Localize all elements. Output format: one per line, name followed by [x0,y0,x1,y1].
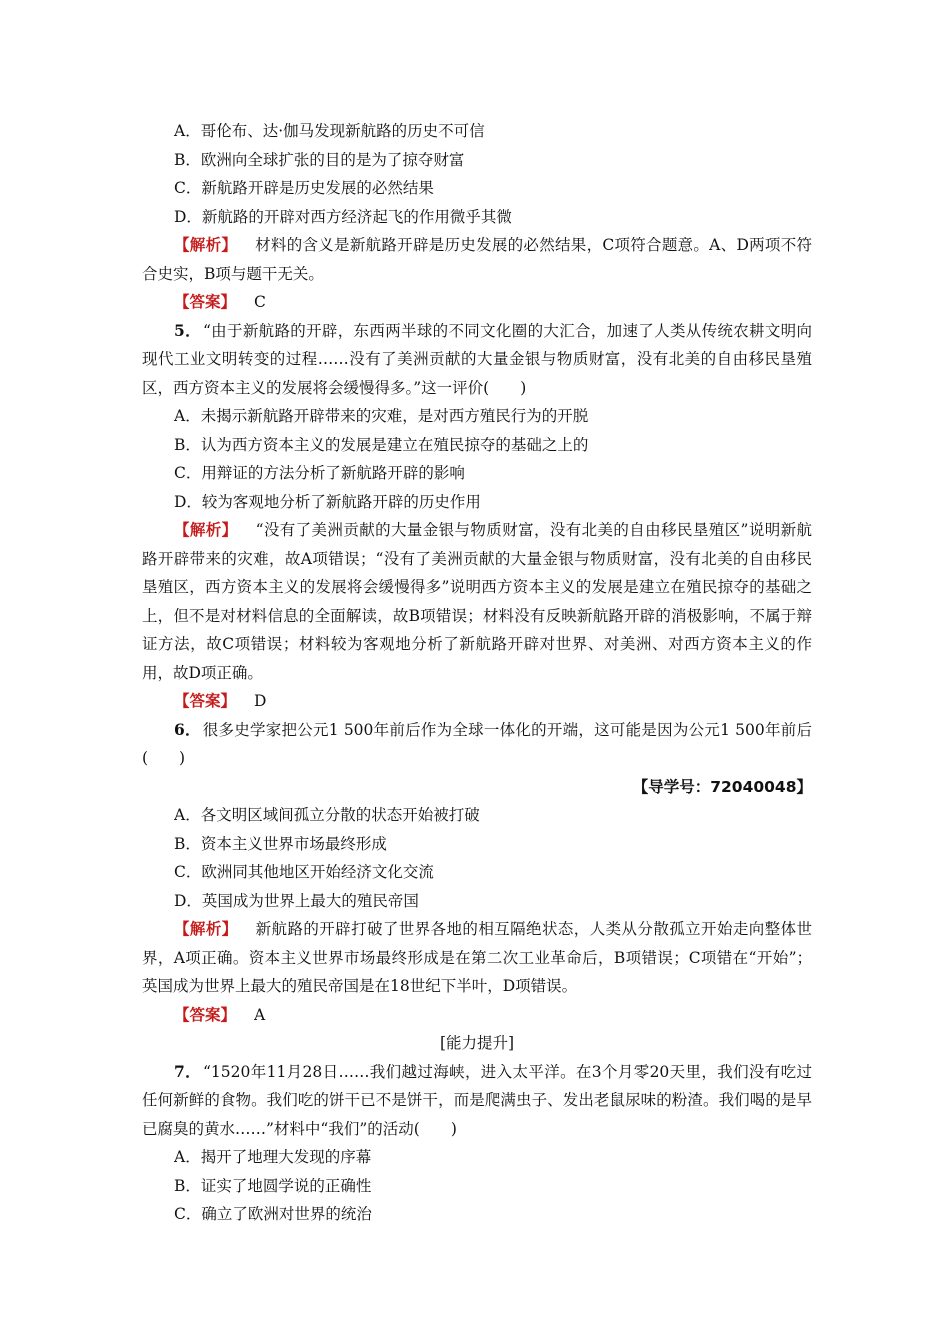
q5-option-c: C．用辩证的方法分析了新航路开辟的影响 [174,464,465,482]
q7-option-a: A．揭开了地理大发现的序幕 [174,1148,372,1166]
q6-analysis [142,915,812,1001]
q5-analysis [142,516,812,687]
document-page [142,117,812,1229]
answer-tag: 【答案】 [174,293,237,311]
q6-option-a: A．各文明区域间孤立分散的状态开始被打破 [174,806,480,824]
q4-answer [142,288,812,317]
q6-answer-value: A [254,1005,266,1024]
q5-analysis-text: “没有了美洲贡献的大量金银与物质财富，没有北美的自由移民垦殖区”说明新航路开辟带来的灾难，故A项错误；“没有了美洲贡献的大量金银与物质财富，没有北美的自由移民垦殖区，西方资本主义的发展将会缓慢得多”说明西方资本主义的发展是建立在殖民掠夺的基础之上，但不是对材料信息的全面解读，故B项错误；材料没有反映新航路开辟的消极影响，不属于辩证方法，故C项错误；材料较为客观地分析了新航路开辟对世界、对美洲、对西方资本主义的作用，故D项正确。 [142,521,812,682]
q4-answer-value: C [254,293,266,311]
q6-analysis-text: 新航路的开辟打破了世界各地的相互隔绝状态，人类从分散孤立开始走向整体世界，A项正确。资本主义世界市场最终形成是在第二次工业革命后，B项错误；C项错在“开始”；英国成为世界上最大的殖民帝国是在18世纪下半叶，D项错误。 [142,920,812,995]
q7-stem-text: “1520年11月28日……我们越过海峡，进入太平洋。在3个月零20天里，我们没有吃过任何新鲜的食物。我们吃的饼干已不是饼干，而是爬满虫子、发出老鼠尿味的粉渣。我们喝的是早已腐臭的黄水……”材料中“我们”的活动( ) [142,1062,812,1138]
q6-option-c: C．欧洲同其他地区开始经济文化交流 [174,863,434,881]
q6-stem-text: 很多史学家把公元1 500年前后作为全球一体化的开端，这可能是因为公元1 500年前后( ) [142,720,813,767]
answer-tag: 【答案】 [174,1005,237,1024]
q6-option-d: D．英国成为世界上最大的殖民帝国 [174,891,419,910]
answer-tag: 【答案】 [174,692,237,710]
q5-option-d: D．较为客观地分析了新航路开辟的历史作用 [174,492,481,511]
q4-option-a: A．哥伦布、达·伽马发现新航路的历史不可信 [174,122,485,140]
q5-number: 5． [174,320,201,340]
analysis-tag: 【解析】 [174,236,238,254]
analysis-tag: 【解析】 [174,521,238,539]
q5-option-b: B．认为西方资本主义的发展是建立在殖民掠夺的基础之上的 [174,435,589,454]
q4-option-d: D．新航路的开辟对西方经济起飞的作用微乎其微 [174,207,512,226]
q7-option-b: B．证实了地圆学说的正确性 [174,1176,372,1195]
q4-option-c: C．新航路开辟是历史发展的必然结果 [174,179,434,197]
q6-option-b: B．资本主义世界市场最终形成 [174,834,387,853]
analysis-tag: 【解析】 [174,920,238,938]
q7-option-c: C．确立了欧洲对世界的统治 [174,1205,372,1223]
q5-stem-text: “由于新航路的开辟，东西两半球的不同文化圈的大汇合，加速了人类从传统农耕文明向现代工业文明转变的过程……没有了美洲贡献的大量金银与物质财富，没有北美的自由移民垦殖区，西方资本主义的发展将会缓慢得多。”这一评价( ) [142,321,812,397]
q4-analysis-text: 材料的含义是新航路开辟是历史发展的必然结果，C项符合题意。A、D两项不符合史实，B项与题干无关。 [142,236,812,283]
q5-option-a: A．未揭示新航路开辟带来的灾难，是对西方殖民行为的开脱 [174,407,589,425]
q4-analysis [142,231,812,288]
q7-stem [142,1058,812,1144]
q5-stem [142,317,812,403]
q6-number: 6． [174,719,201,739]
q7-number: 7． [174,1061,201,1081]
q4-option-b: B．欧洲向全球扩张的目的是为了掠夺财富 [174,150,465,169]
q5-answer-value: D [254,692,267,710]
guide-number: 【导学号：72040048】 [632,777,812,796]
q5-answer [142,687,812,716]
section-heading: [能力提升] [439,1034,515,1052]
q6-stem [142,716,812,773]
q6-answer [142,1001,812,1030]
